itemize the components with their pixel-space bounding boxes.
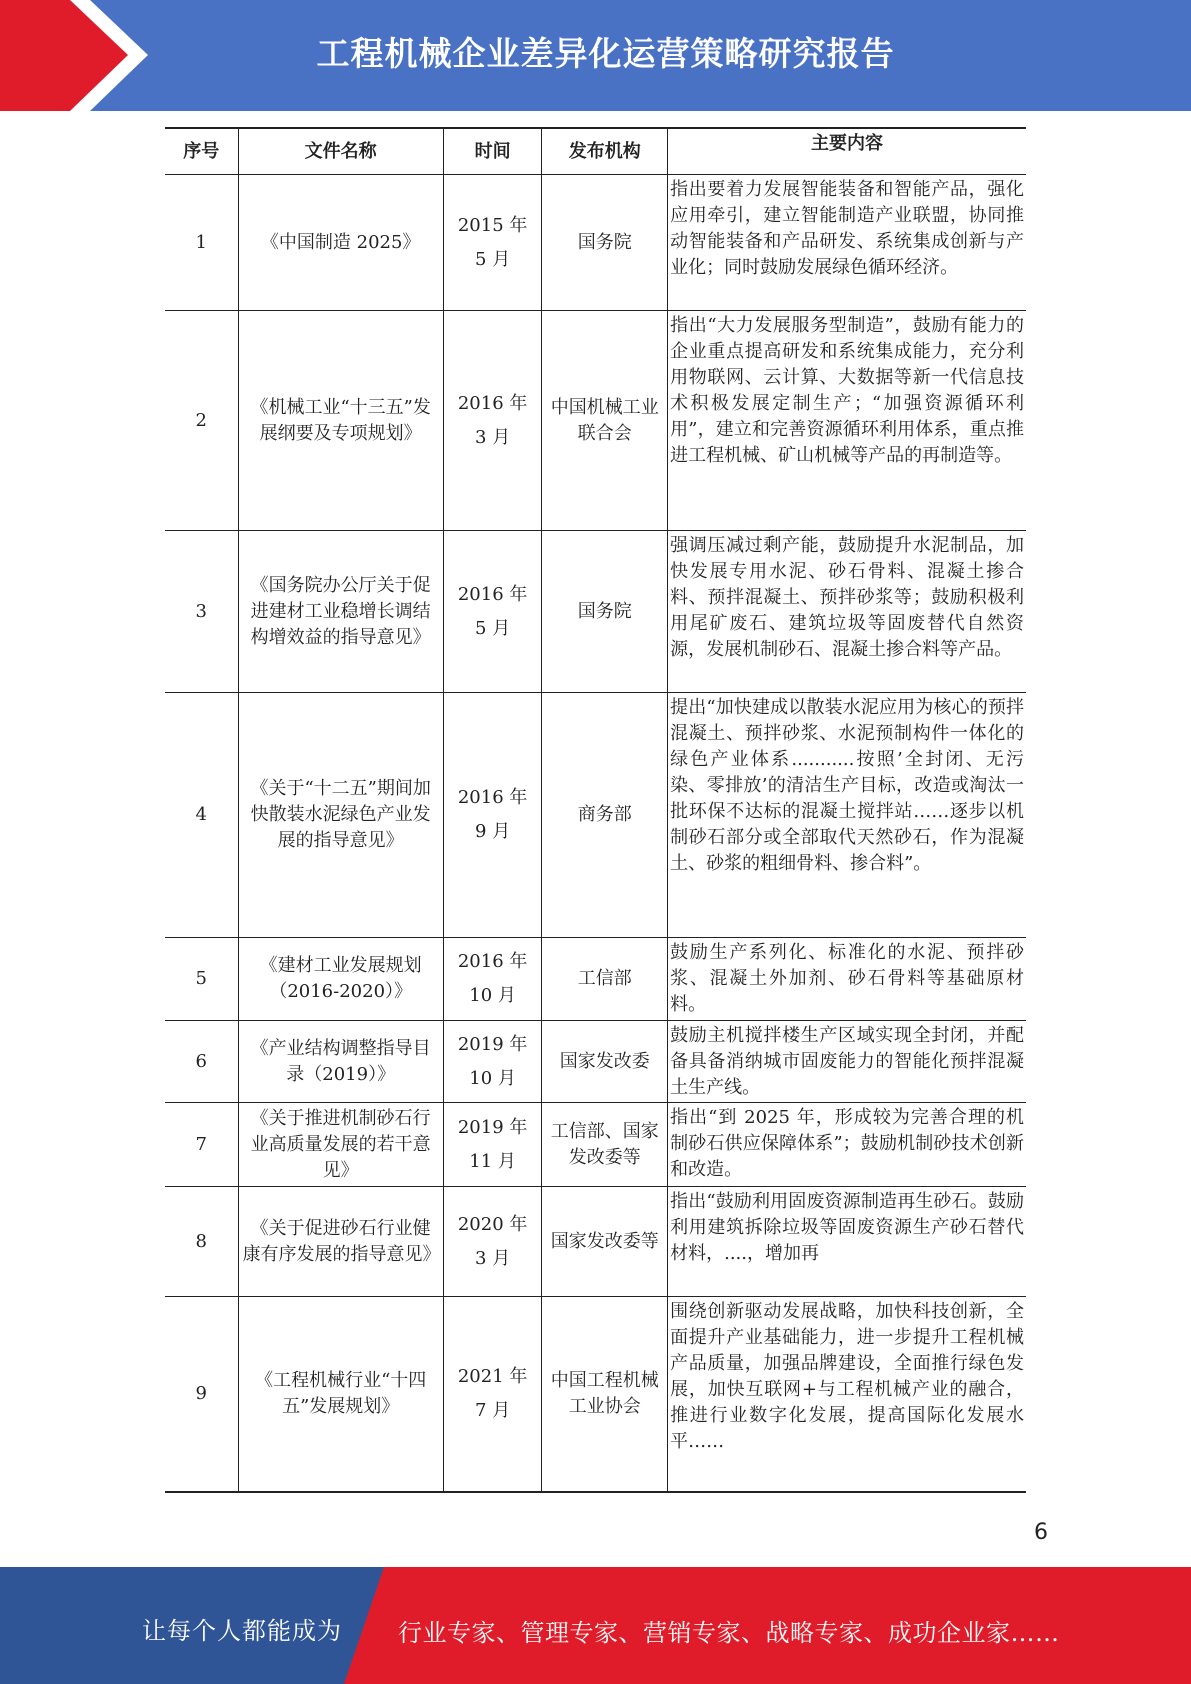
page-title: 工程机械企业差异化运营策略研究报告: [316, 34, 895, 73]
time-cell: [443, 1187, 542, 1297]
table-row: [165, 938, 1026, 1021]
time-month: 7 月: [475, 1399, 511, 1421]
footer-slogan-left: 让每个人都能成为: [142, 1617, 342, 1645]
time-cell: [443, 693, 542, 938]
document-name-cell: 《中国制造 2025》: [238, 175, 443, 311]
time-year: 2016 年: [457, 392, 528, 414]
time-year: 2016 年: [457, 951, 528, 972]
table-body: [165, 175, 1026, 1492]
row-number-cell: 6: [165, 1021, 238, 1103]
time-month: 10 月: [469, 985, 516, 1006]
time-month: 3 月: [475, 1247, 511, 1269]
main-content-cell: 围绕创新驱动发展战略，加快科技创新，全面提升产业基础能力，进一步提升工程机械产品质量，加强品牌建设，全面推行绿色发展，加快互联网+与工程机械产业的融合，推进行业数字化发展，提高国际化发展水平……: [668, 1297, 1026, 1492]
publisher-cell: 国家发改委: [542, 1021, 668, 1103]
publisher-cell: 工信部: [542, 938, 668, 1021]
row-number-cell: 5: [165, 938, 238, 1021]
table-row: [165, 1187, 1026, 1297]
table-row: [165, 1297, 1026, 1492]
footer-slogan-right: 行业专家、管理专家、营销专家、战略专家、成功企业家……: [398, 1619, 1060, 1647]
page-number: 6: [1034, 1520, 1048, 1545]
time-year: 2019 年: [457, 1033, 528, 1055]
time-year: 2020 年: [457, 1213, 528, 1235]
table-row: [165, 531, 1026, 693]
publisher-cell: 中国机械工业联合会: [542, 311, 668, 531]
column-header-time: 时间: [443, 128, 542, 175]
time-cell: [443, 1021, 542, 1103]
document-name-cell: 《产业结构调整指导目录（2019）》: [238, 1021, 443, 1103]
time-cell: [443, 311, 542, 531]
document-name-cell: 《关于推进机制砂石行业高质量发展的若干意见》: [238, 1103, 443, 1187]
column-header-publisher: 发布机构: [542, 128, 668, 175]
document-name-cell: 《工程机械行业“十四五”发展规划》: [238, 1297, 443, 1492]
time-month: 10 月: [469, 1067, 516, 1089]
main-content-cell: 指出要着力发展智能装备和智能产品，强化应用牵引，建立智能制造产业联盟，协同推动智能装备和产品研发、系统集成创新与产业化；同时鼓励发展绿色循环经济。: [668, 175, 1026, 311]
table-row: [165, 311, 1026, 531]
main-content-cell: 鼓励生产系列化、标准化的水泥、预拌砂浆、混凝土外加剂、砂石骨料等基础原材料。: [668, 938, 1026, 1021]
document-name-cell: 《机械工业“十三五”发展纲要及专项规划》: [238, 311, 443, 531]
document-name-cell: 《建材工业发展规划（2016-2020）》: [238, 938, 443, 1021]
row-number-cell: 9: [165, 1297, 238, 1492]
table-row: [165, 693, 1026, 938]
publisher-cell: 中国工程机械工业协会: [542, 1297, 668, 1492]
time-month: 5 月: [475, 248, 511, 270]
table-row: [165, 175, 1026, 311]
main-content-cell: 指出“鼓励利用固废资源制造再生砂石。鼓励利用建筑拆除垃圾等固废资源生产砂石替代材料，....，增加再: [668, 1187, 1026, 1297]
row-number-cell: 3: [165, 531, 238, 693]
publisher-cell: 国务院: [542, 175, 668, 311]
column-header-content: 主要内容: [668, 128, 1026, 175]
time-cell: [443, 175, 542, 311]
column-header-number: 序号: [165, 128, 238, 175]
row-number-cell: 7: [165, 1103, 238, 1187]
main-content-cell: 强调压减过剩产能，鼓励提升水泥制品，加快发展专用水泥、砂石骨料、混凝土掺合料、预拌混凝土、预拌砂浆等；鼓励积极利用尾矿废石、建筑垃圾等固废替代自然资源，发展机制砂石、混凝土掺合料等产品。: [668, 531, 1026, 693]
row-number-cell: 1: [165, 175, 238, 311]
time-month: 5 月: [475, 617, 511, 639]
time-year: 2016 年: [457, 583, 528, 605]
main-content-cell: 提出“加快建成以散装水泥应用为核心的预拌混凝土、预拌砂浆、水泥预制构件一体化的绿色产业体系...........按照’全封闭、无污染、零排放’的清洁生产目标，改造或淘汰一批环保不达标的混凝土搅拌站……逐步以机制砂石部分或全部取代天然砂石，作为混凝土、砂浆的粗细骨料、掺合料”。: [668, 693, 1026, 938]
publisher-cell: 国务院: [542, 531, 668, 693]
row-number-cell: 2: [165, 311, 238, 531]
time-cell: [443, 938, 542, 1021]
main-content-cell: 指出“到 2025 年，形成较为完善合理的机制砂石供应保障体系”；鼓励机制砂技术创新和改造。: [668, 1103, 1026, 1187]
table-row: [165, 1103, 1026, 1187]
time-year: 2015 年: [457, 214, 528, 236]
table-row: [165, 1021, 1026, 1103]
main-content-cell: 指出“大力发展服务型制造”，鼓励有能力的企业重点提高研发和系统集成能力，充分利用物联网、云计算、大数据等新一代信息技术积极发展定制生产；“加强资源循环利用”，建立和完善资源循环利用体系，重点推进工程机械、矿山机械等产品的再制造等。: [668, 311, 1026, 531]
time-year: 2019 年: [457, 1116, 528, 1138]
main-content-cell: 鼓励主机搅拌楼生产区域实现全封闭，并配备具备消纳城市固废能力的智能化预拌混凝土生产线。: [668, 1021, 1026, 1103]
publisher-cell: 商务部: [542, 693, 668, 938]
publisher-cell: 工信部、国家发改委等: [542, 1103, 668, 1187]
time-month: 11 月: [469, 1150, 516, 1172]
publisher-cell: 国家发改委等: [542, 1187, 668, 1297]
time-cell: [443, 531, 542, 693]
document-name-cell: 《国务院办公厅关于促进建材工业稳增长调结构增效益的指导意见》: [238, 531, 443, 693]
document-name-cell: 《关于“十二五”期间加快散装水泥绿色产业发展的指导意见》: [238, 693, 443, 938]
time-year: 2016 年: [457, 787, 528, 808]
time-month: 9 月: [475, 821, 511, 842]
page-header: [0, 0, 1191, 111]
document-name-cell: 《关于促进砂石行业健康有序发展的指导意见》: [238, 1187, 443, 1297]
time-year: 2021 年: [457, 1365, 528, 1387]
row-number-cell: 8: [165, 1187, 238, 1297]
row-number-cell: 4: [165, 693, 238, 938]
page-footer: [0, 1567, 1191, 1684]
time-month: 3 月: [475, 426, 511, 448]
policy-table: [165, 127, 1026, 1493]
table-header-row: [165, 128, 1026, 175]
time-cell: [443, 1297, 542, 1492]
column-header-document-name: 文件名称: [238, 128, 443, 175]
time-cell: [443, 1103, 542, 1187]
